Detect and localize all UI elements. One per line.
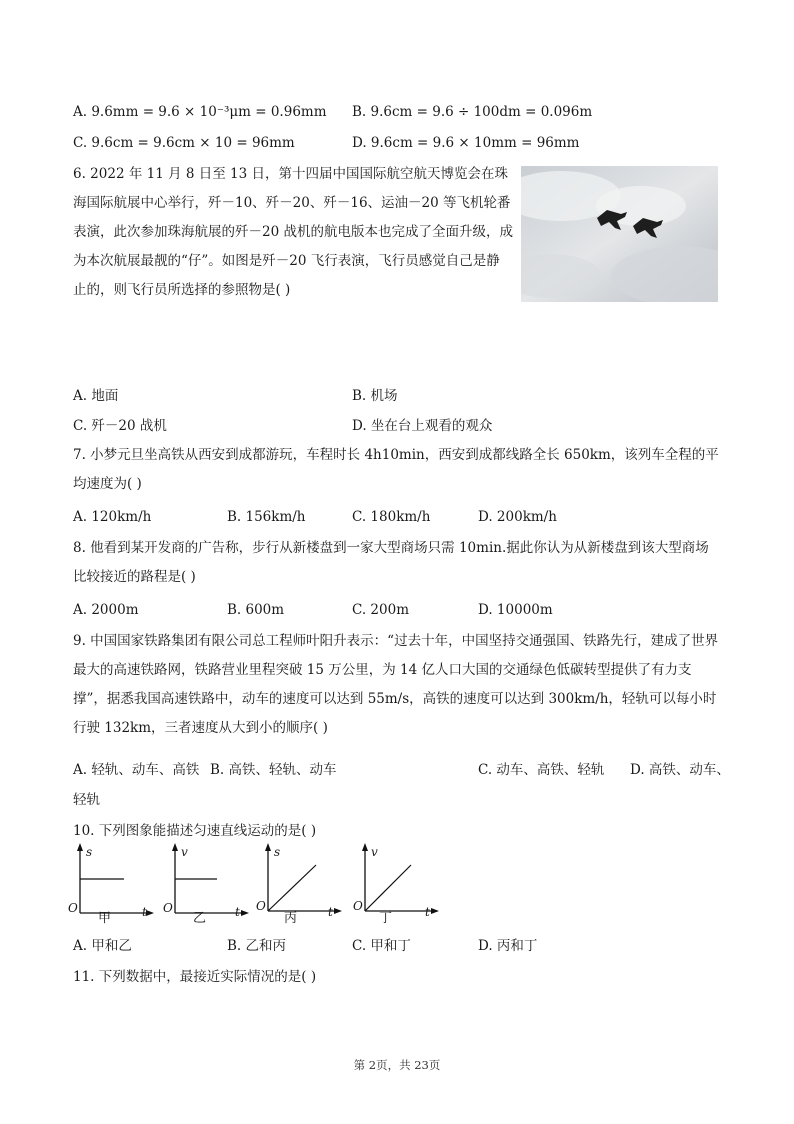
graph-bing-name: 丙 [284, 911, 298, 926]
jet-flight-photo [521, 166, 718, 302]
q6-option-a: A. 地面 [73, 388, 119, 404]
q8-option-b: B. 600m [227, 602, 285, 618]
q7-option-b: B. 156km/h [227, 509, 306, 525]
q7-option-c: C. 180km/h [352, 509, 431, 525]
graph-jia [70, 843, 155, 928]
graph-ding-ylabel: v [371, 845, 378, 859]
q8-option-a: A. 2000m [73, 602, 139, 618]
q10-option-b: B. 乙和丙 [227, 938, 287, 954]
q9-option-d-continued: 轻轨 [73, 792, 100, 808]
graph-yi-ylabel: v [181, 845, 188, 859]
q8-option-d: D. 10000m [478, 602, 553, 618]
q10-option-a: A. 甲和乙 [73, 938, 132, 954]
q7-question-text: 7. 小梦元旦坐高铁从西安到成都游玩，车程时长 4h10min，西安到成都线路全长 650km，该列车全程的平均速度为( ) [73, 447, 719, 492]
q7-option-a: A. 120km/h [73, 509, 152, 525]
q10-question-text: 10. 下列图象能描述匀速直线运动的是( ) [73, 823, 317, 839]
graph-bing-origin: O [256, 899, 266, 913]
graph-jia-name: 甲 [98, 911, 112, 926]
graph-ding-origin: O [353, 899, 363, 913]
q9-option-c: C. 动车、高铁、轻轨 [478, 762, 605, 778]
graph-yi-name: 乙 [193, 911, 207, 926]
q6-option-d: D. 坐在台上观看的观众 [352, 418, 493, 434]
q6-option-c: C. 歼－20 战机 [73, 418, 167, 434]
graph-yi-origin: O [163, 901, 173, 915]
q8-option-c: C. 200m [352, 602, 409, 618]
graph-bing [258, 843, 343, 928]
q5-option-d: D. 9.6cm = 9.6 × 10mm = 96mm [352, 135, 580, 151]
q9-option-b: B. 高铁、轻轨、动车 [210, 762, 337, 778]
graph-jia-ylabel: s [86, 845, 93, 859]
graph-ding-name: 丁 [379, 911, 393, 926]
graph-yi [165, 843, 250, 928]
graph-jia-origin: O [68, 901, 78, 915]
q10-option-c: C. 甲和丁 [352, 938, 411, 954]
page-footer: 第 2页，共 23页 [353, 1058, 441, 1072]
graph-ding [355, 843, 440, 928]
graph-bing-xlabel: t [328, 905, 333, 919]
graph-yi-xlabel: t [235, 905, 240, 919]
q7-option-d: D. 200km/h [478, 509, 557, 525]
q5-option-a: A. 9.6mm = 9.6 × 10⁻³μm = 0.96mm [73, 104, 327, 120]
q9-option-d: D. 高铁、动车、 [630, 762, 730, 778]
graph-bing-ylabel: s [274, 845, 281, 859]
q9-question-text: 9. 中国国家铁路集团有限公司总工程师叶阳升表示：“过去十年，中国坚持交通强国、铁路先行，建成了世界最大的高速铁路网，铁路营业里程突破 15 万公里，为 14 亿人口大国的交通绿色低碳转型提供了有力支撑”，据悉我国高速铁路中，动车的速度可以达到 55m/s，高铁的速度可以达到 300km/h，轻轨可以每小时行驶 132km，三者速度从大到小的顺序( ) [73, 633, 719, 736]
q6-question-text: 6. 2022 年 11 月 8 日至 13 日，第十四届中国国际航空航天博览会在珠海国际航展中心举行，歼－10、歼－20、歼－16、运油－20 等飞机轮番表演，此次参加珠海航展的歼－20 战机的航电版本也完成了全面升级，成为本次航展最靓的“仔”。如图是歼－20 飞行表演，飞行员感觉自己是静止的，则飞行员所选择的参照物是( ) [73, 166, 513, 298]
q9-option-a: A. 轻轨、动车、高铁 [73, 762, 200, 778]
graph-jia-xlabel: t [142, 905, 147, 919]
graph-ding-xlabel: t [425, 905, 430, 919]
q11-question-text: 11. 下列数据中，最接近实际情况的是( ) [73, 969, 317, 985]
q6-option-b: B. 机场 [352, 388, 398, 404]
q5-option-c: C. 9.6cm = 9.6cm × 10 = 96mm [73, 135, 295, 151]
q5-option-b: B. 9.6cm = 9.6 ÷ 100dm = 0.096m [352, 104, 593, 120]
q8-question-text: 8. 他看到某开发商的广告称，步行从新楼盘到一家大型商场只需 10min.据此你认为从新楼盘到该大型商场比较接近的路程是( ) [73, 540, 709, 585]
q10-option-d: D. 丙和丁 [478, 938, 538, 954]
